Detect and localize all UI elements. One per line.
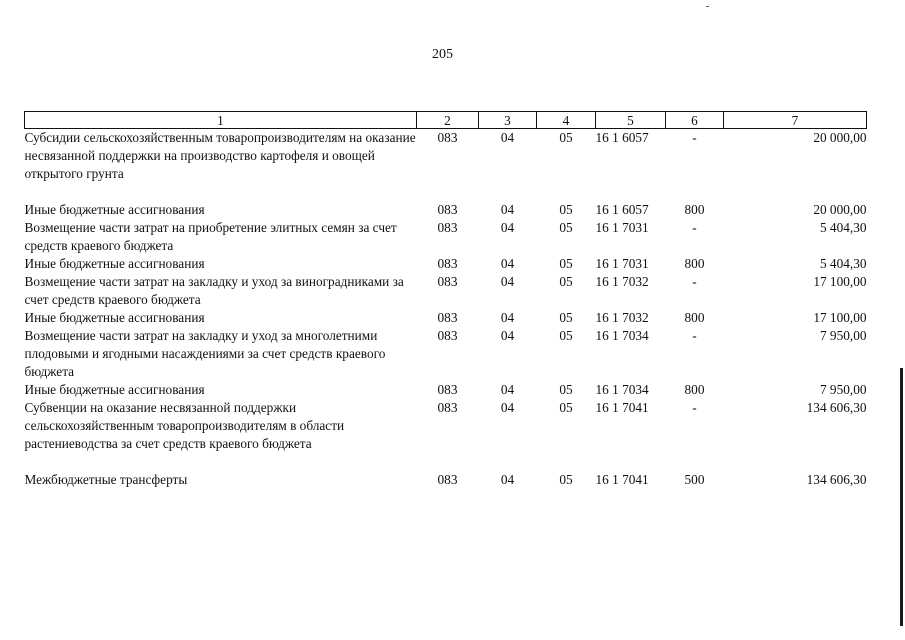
- row-target-article: 16 1 7031: [595, 256, 649, 271]
- table-row: [25, 129, 867, 184]
- row-subsection: 05: [559, 400, 573, 415]
- row-sum: 5 404,30: [819, 256, 867, 271]
- row-subsection: 05: [559, 220, 573, 235]
- row-sum: 5 404,30: [819, 220, 867, 235]
- table-row: [25, 255, 867, 273]
- row-grbs: 083: [437, 256, 458, 271]
- row-subsection: 05: [559, 328, 573, 343]
- row-target-article: 16 1 7034: [595, 382, 649, 397]
- spacer-row: [25, 183, 867, 201]
- row-section: 04: [500, 400, 515, 415]
- row-grbs: 083: [437, 310, 458, 325]
- budget-table: [24, 111, 867, 489]
- row-expense-type: 800: [684, 382, 705, 397]
- row-sum: 20 000,00: [813, 202, 867, 217]
- row-subsection: 05: [559, 310, 573, 325]
- row-name: Иные бюджетные ассигнования: [24, 310, 205, 325]
- col-header-6: 6: [666, 112, 724, 129]
- row-expense-type: -: [692, 400, 697, 415]
- row-grbs: 083: [437, 328, 458, 343]
- row-target-article: 16 1 7032: [595, 274, 649, 289]
- row-name: Возмещение части затрат на закладку и уход за многолетними плодовыми и ягодными насаждениями за счет средств краевого бюджета: [24, 328, 386, 379]
- col-header-7: 7: [724, 112, 867, 129]
- row-name: Возмещение части затрат на приобретение элитных семян за счет средств краевого бюджета: [24, 220, 397, 253]
- row-section: 04: [500, 310, 515, 325]
- row-sum: 17 100,00: [813, 310, 867, 325]
- page-number: 205: [432, 47, 453, 62]
- table-row: [25, 201, 867, 219]
- row-section: 04: [500, 328, 515, 343]
- row-name: Субвенции на оказание несвязанной поддержки сельскохозяйственным товаропроизводителям в области растениеводства за счет средств краевого бюджета: [24, 400, 345, 451]
- header-row: [25, 112, 867, 129]
- row-grbs: 083: [437, 130, 458, 145]
- row-grbs: 083: [437, 274, 458, 289]
- table-row: [25, 327, 867, 381]
- row-expense-type: 800: [684, 256, 705, 271]
- spacer-row: [25, 453, 867, 471]
- row-name: Иные бюджетные ассигнования: [24, 382, 205, 397]
- row-grbs: 083: [437, 472, 458, 487]
- row-section: 04: [500, 382, 515, 397]
- row-expense-type: -: [692, 274, 697, 289]
- row-subsection: 05: [559, 130, 573, 145]
- row-target-article: 16 1 7041: [595, 400, 649, 415]
- row-target-article: 16 1 7041: [595, 472, 649, 487]
- table-row: [25, 219, 867, 255]
- row-name: Возмещение части затрат на закладку и уход за виноградниками за счет средств краевого бюджета: [24, 274, 404, 307]
- table-row: [25, 273, 867, 309]
- row-grbs: 083: [437, 400, 458, 415]
- scan-speck: [706, 6, 709, 7]
- col-header-2: 2: [417, 112, 479, 129]
- row-section: 04: [500, 274, 515, 289]
- col-header-1: 1: [25, 112, 417, 129]
- col-header-5: 5: [596, 112, 666, 129]
- row-section: 04: [500, 256, 515, 271]
- row-target-article: 16 1 7034: [595, 328, 649, 343]
- row-target-article: 16 1 6057: [595, 130, 649, 145]
- row-name: Субсидии сельскохозяйственным товаропроизводителям на оказание несвязанной поддержки на производство картофеля и овощей открытого грунта: [24, 130, 416, 181]
- row-section: 04: [500, 220, 515, 235]
- row-section: 04: [500, 202, 515, 217]
- row-sum: 7 950,00: [819, 328, 867, 343]
- table-row: [25, 399, 867, 453]
- row-expense-type: 800: [684, 202, 705, 217]
- margin-scan-line: [900, 368, 903, 626]
- row-target-article: 16 1 6057: [595, 202, 649, 217]
- row-section: 04: [500, 130, 515, 145]
- table-row: [25, 381, 867, 399]
- row-expense-type: -: [692, 328, 697, 343]
- row-target-article: 16 1 7032: [595, 310, 649, 325]
- row-grbs: 083: [437, 220, 458, 235]
- row-sum: 134 606,30: [806, 472, 867, 487]
- row-sum: 17 100,00: [813, 274, 867, 289]
- row-name: Иные бюджетные ассигнования: [24, 256, 205, 271]
- row-expense-type: -: [692, 130, 697, 145]
- table-row: [25, 309, 867, 327]
- row-grbs: 083: [437, 382, 458, 397]
- row-sum: 7 950,00: [819, 382, 867, 397]
- row-sum: 20 000,00: [813, 130, 867, 145]
- row-subsection: 05: [559, 274, 573, 289]
- row-subsection: 05: [559, 382, 573, 397]
- row-expense-type: 500: [684, 472, 705, 487]
- col-header-3: 3: [479, 112, 537, 129]
- row-subsection: 05: [559, 202, 573, 217]
- row-name: Межбюджетные трансферты: [24, 472, 188, 487]
- col-header-4: 4: [537, 112, 596, 129]
- row-subsection: 05: [559, 472, 573, 487]
- row-expense-type: -: [692, 220, 697, 235]
- row-sum: 134 606,30: [806, 400, 867, 415]
- row-target-article: 16 1 7031: [595, 220, 649, 235]
- row-name: Иные бюджетные ассигнования: [24, 202, 205, 217]
- table-row: [25, 471, 867, 489]
- row-grbs: 083: [437, 202, 458, 217]
- row-section: 04: [500, 472, 515, 487]
- row-subsection: 05: [559, 256, 573, 271]
- row-expense-type: 800: [684, 310, 705, 325]
